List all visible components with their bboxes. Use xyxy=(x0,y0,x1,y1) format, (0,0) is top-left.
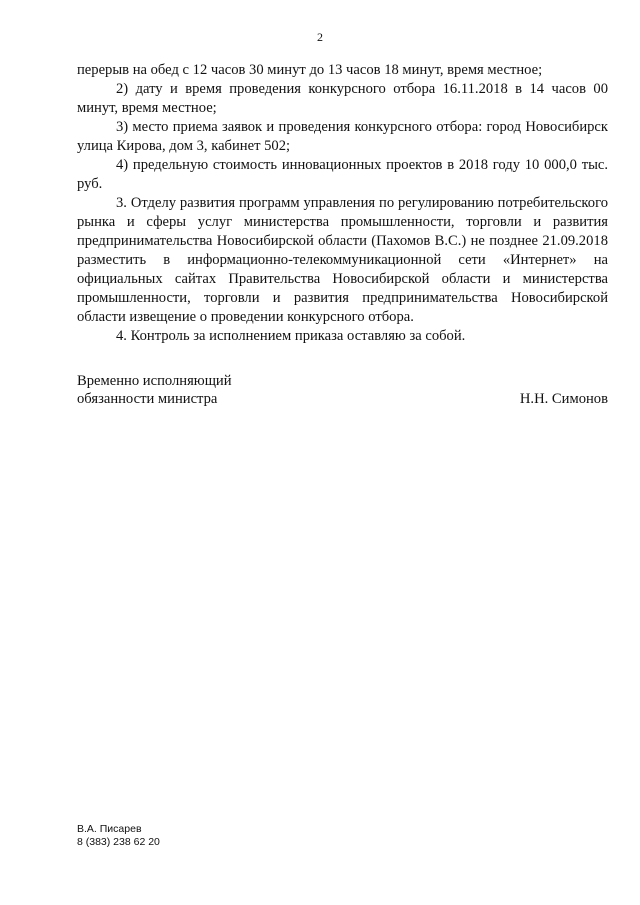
executor-name: В.А. Писарев xyxy=(77,823,142,835)
paragraph-control: 4. Контроль за исполнением приказа оставляю за собой. xyxy=(116,328,466,344)
executor-phone: 8 (383) 238 62 20 xyxy=(77,836,160,848)
paragraph-project-cost: 4) предельную стоимость инновационных проектов в 2018 году 10 000,0 тыс. руб. xyxy=(77,157,608,192)
signature-block xyxy=(77,372,608,408)
executor-block xyxy=(77,823,160,849)
paragraph-selection-date: 2) дату и время проведения конкурсного отбора 16.11.2018 в 14 часов 00 минут, время местное; xyxy=(77,81,608,116)
paragraph-publication-order: 3. Отделу развития программ управления по регулированию потребительского рынка и сферы услуг министерства промышленности, торговли и развития предпринимательства Новосибирской области (Пахомов В.С.) не позднее 21.09.2018 разместить в информационно-телекоммуникационной сети «Интернет» на официальных сайтах Правительства Новосибирской области и министерства промышленности, торговли и развития предпринимательства Новосибирской области извещение о проведении конкурсного отбора. xyxy=(77,195,608,325)
document-body xyxy=(77,61,608,346)
signatory-position-line1: Временно исполняющий xyxy=(77,373,232,389)
signatory-position-line2: обязанности министра xyxy=(77,391,218,407)
page-number: 2 xyxy=(317,30,323,44)
paragraph-lunch-break: перерыв на обед с 12 часов 30 минут до 13 часов 18 минут, время местное; xyxy=(77,62,543,78)
signatory-name: Н.Н. Симонов xyxy=(519,391,608,407)
paragraph-selection-place: 3) место приема заявок и проведения конкурсного отбора: город Новосибирск улица Кирова, дом 3, кабинет 502; xyxy=(77,119,608,154)
